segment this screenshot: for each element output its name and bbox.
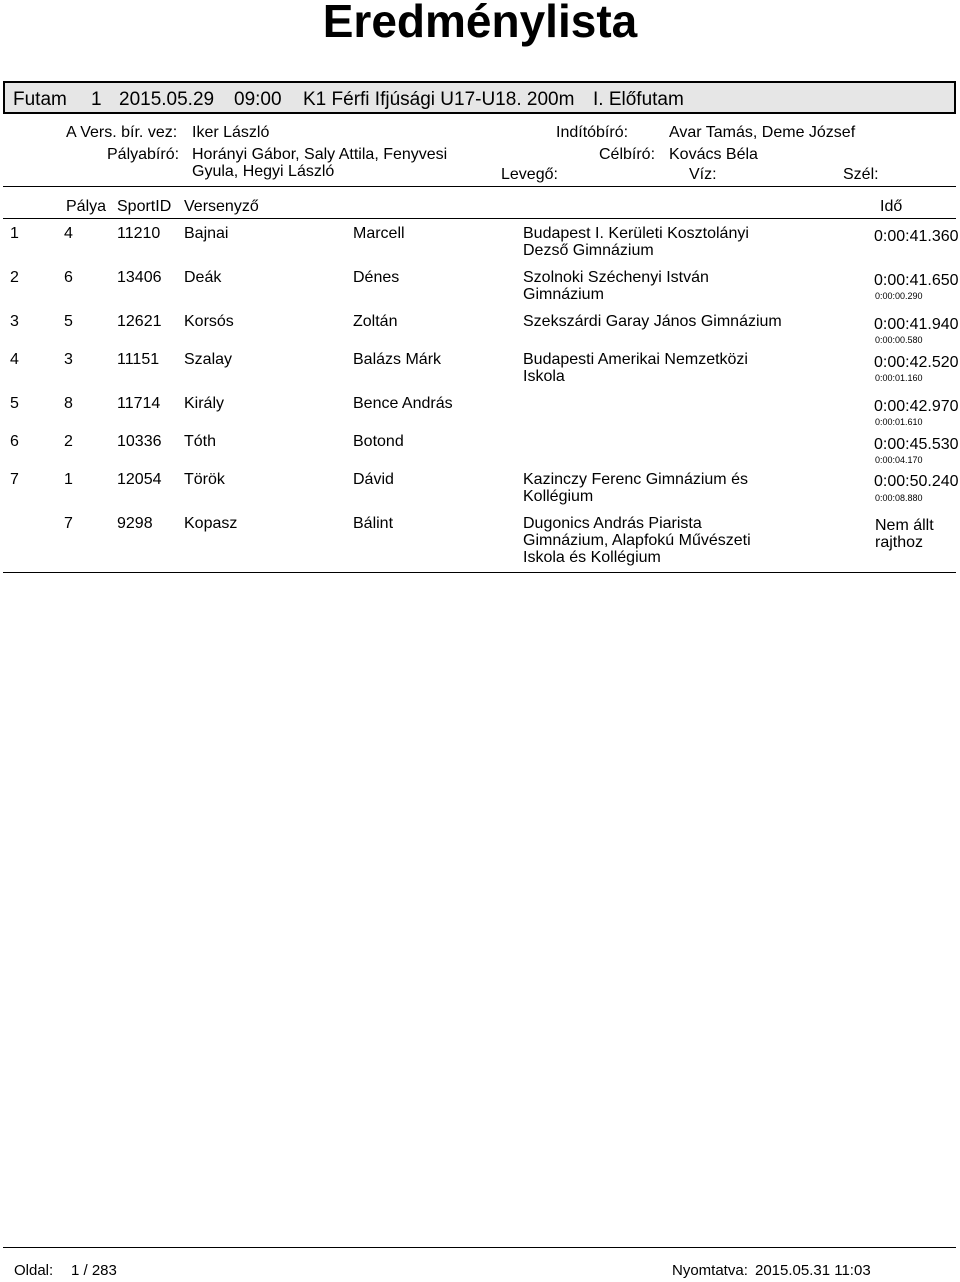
cell-sportid: 12621	[117, 313, 162, 330]
header-palya: Pálya	[66, 198, 107, 215]
cell-last-name: Király	[184, 395, 225, 412]
footer-divider	[3, 1247, 956, 1248]
cell-time: 0:00:45.530	[874, 436, 959, 453]
cell-last-name: Szalay	[184, 351, 233, 368]
race-info-bar	[3, 81, 956, 114]
cell-sportid: 9298	[117, 515, 153, 532]
cell-place: 2	[10, 269, 19, 286]
page-title: Eredménylista	[322, 0, 638, 47]
futam-label: Futam	[13, 89, 67, 110]
cell-first-name: Botond	[353, 433, 404, 450]
celbiro-label: Célbíró:	[599, 146, 656, 163]
cell-first-name: Bence András	[353, 395, 453, 412]
header-ido: Idő	[880, 198, 903, 215]
indito-value: Avar Tamás, Deme József	[669, 124, 856, 141]
printed-label: Nyomtatva:	[672, 1262, 748, 1279]
divider-top	[3, 186, 956, 187]
page-label: Oldal:	[14, 1262, 54, 1279]
cell-sportid: 11210	[117, 225, 161, 242]
cell-last-name: Korsós	[184, 313, 234, 330]
cell-diff: 0:00:01.610	[875, 417, 923, 427]
header-sportid: SportID	[117, 198, 172, 215]
cell-place: 4	[10, 351, 19, 368]
divider-header	[3, 218, 956, 219]
cell-school-line3: Iskola és Kollégium	[523, 549, 661, 566]
cell-time: 0:00:42.520	[874, 354, 959, 371]
cell-lane: 8	[64, 395, 73, 412]
cell-place: 7	[10, 471, 19, 488]
palyabiro-line2: Gyula, Hegyi László	[192, 163, 335, 180]
levego-label: Levegő:	[501, 166, 558, 183]
cell-last-name: Török	[184, 471, 225, 488]
cell-lane: 2	[64, 433, 73, 450]
szel-label: Szél:	[843, 166, 879, 183]
viz-label: Víz:	[689, 166, 717, 183]
cell-first-name: Bálint	[353, 515, 394, 532]
cell-diff: 0:00:00.580	[875, 335, 923, 345]
cell-school-line1: Budapesti Amerikai Nemzetközi	[523, 351, 748, 368]
cell-school-line2: Iskola	[523, 368, 565, 385]
cell-last-name: Deák	[184, 269, 222, 286]
cell-school-line1: Szekszárdi Garay János Gimnázium	[523, 313, 782, 330]
cell-first-name: Marcell	[353, 225, 405, 242]
cell-first-name: Dénes	[353, 269, 400, 286]
cell-school-line2: Gimnázium	[523, 286, 604, 303]
cell-last-name: Bajnai	[184, 225, 229, 242]
cell-place: 5	[10, 395, 19, 412]
cell-time: 0:00:41.360	[874, 228, 959, 245]
cell-lane: 7	[64, 515, 73, 532]
celbiro-value: Kovács Béla	[669, 146, 758, 163]
cell-lane: 5	[64, 313, 73, 330]
cell-school-line1: Szolnoki Széchenyi István	[523, 269, 709, 286]
cell-sportid: 11714	[117, 395, 161, 412]
cell-diff: 0:00:04.170	[875, 455, 923, 465]
cell-lane: 3	[64, 351, 73, 368]
cell-time: 0:00:41.940	[874, 316, 959, 333]
cell-school-line2: Kollégium	[523, 488, 594, 505]
header-versenyzo: Versenyző	[184, 198, 259, 215]
page-number: 1 / 283	[71, 1262, 117, 1279]
cell-lane: 6	[64, 269, 73, 286]
cell-school-line1: Kazinczy Ferenc Gimnázium és	[523, 471, 748, 488]
cell-place: 6	[10, 433, 19, 450]
cell-time: 0:00:50.240	[874, 473, 959, 490]
race-date: 2015.05.29	[119, 89, 215, 110]
indito-label: Indítóbíró:	[556, 124, 629, 141]
cell-sportid: 13406	[117, 269, 162, 286]
vers-biro-value: Iker László	[192, 124, 270, 141]
cell-school-line2: Gimnázium, Alapfokú Művészeti	[523, 532, 751, 549]
cell-diff: 0:00:01.160	[875, 373, 923, 383]
race-stage: I. Előfutam	[593, 89, 684, 110]
palyabiro-line1: Horányi Gábor, Saly Attila, Fenyvesi	[192, 146, 448, 163]
futam-number: 1	[91, 89, 102, 110]
cell-school-line2: Dezső Gimnázium	[523, 242, 654, 259]
cell-last-name: Tóth	[184, 433, 217, 450]
race-time: 09:00	[234, 89, 282, 110]
cell-diff: 0:00:08.880	[875, 493, 923, 503]
cell-first-name: Dávid	[353, 471, 394, 488]
cell-first-name: Balázs Márk	[353, 351, 442, 368]
cell-last-name: Kopasz	[184, 515, 238, 532]
cell-time: 0:00:41.650	[874, 272, 959, 289]
cell-diff: 0:00:00.290	[875, 291, 923, 301]
cell-status-line1: Nem állt	[875, 517, 934, 534]
printed-timestamp: 2015.05.31 11:03	[755, 1262, 871, 1279]
cell-sportid: 10336	[117, 433, 162, 450]
vers-biro-label: A Vers. bír. vez:	[66, 124, 178, 141]
divider-bottom	[3, 572, 956, 573]
cell-school-line1: Budapest I. Kerületi Kosztolányi	[523, 225, 749, 242]
cell-school-line1: Dugonics András Piarista	[523, 515, 702, 532]
cell-lane: 1	[64, 471, 73, 488]
cell-first-name: Zoltán	[353, 313, 398, 330]
cell-sportid: 11151	[117, 351, 160, 368]
cell-time: 0:00:42.970	[874, 398, 959, 415]
cell-place: 1	[10, 225, 19, 242]
palyabiro-label: Pályabíró:	[107, 146, 180, 163]
cell-lane: 4	[64, 225, 73, 242]
cell-status-line2: rajthoz	[875, 534, 924, 551]
cell-place: 3	[10, 313, 19, 330]
cell-sportid: 12054	[117, 471, 162, 488]
race-category: K1 Férfi Ifjúsági U17-U18. 200m	[303, 89, 575, 110]
